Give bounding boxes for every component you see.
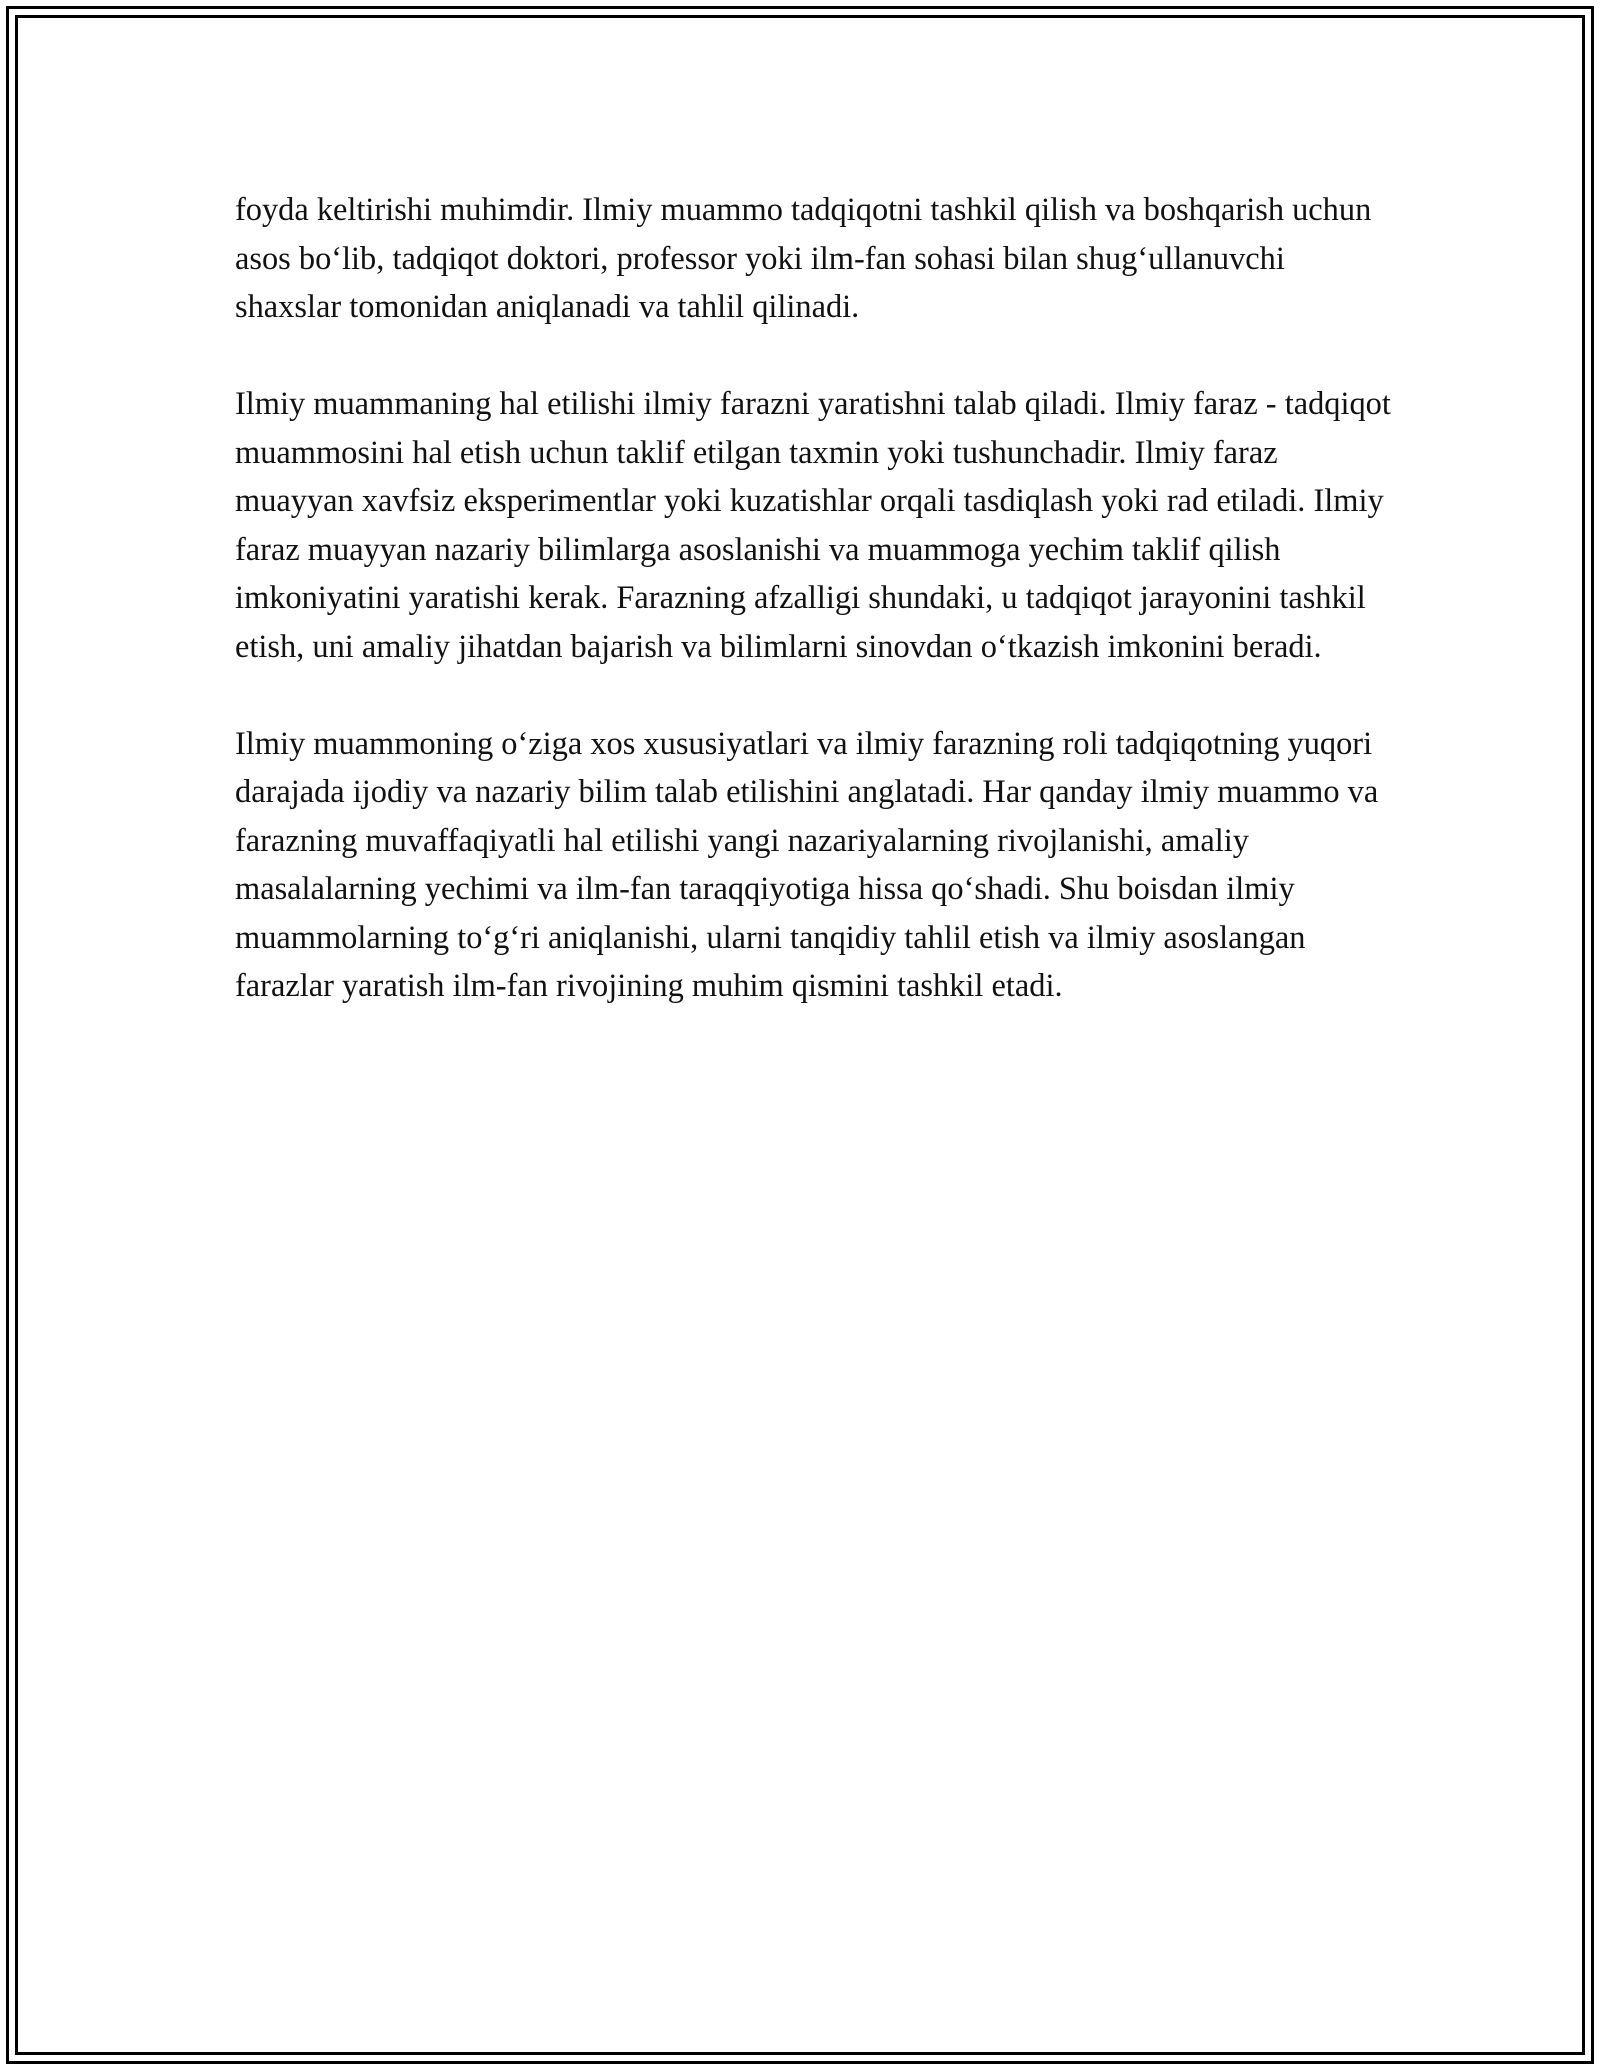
paragraph-1: foyda keltirishi muhimdir. Ilmiy muammo tadqiqotni tashkil qilish va boshqarish uchun asos bo‘lib, tadqiqot doktori, professor yoki ilm-fan sohasi bilan shug‘ullanuvchi shaxslar tomonidan aniqlanadi va tahlil qilinadi. (235, 192, 1372, 325)
paragraph-2: Ilmiy muammaning hal etilishi ilmiy farazni yaratishni talab qiladi. Ilmiy faraz - tadqiqot muammosini hal etish uchun taklif etilgan taxmin yoki tushunchadir. Ilmiy faraz muayyan xavfsiz eksperimentlar yoki kuzatishlar orqali tasdiqlash yoki rad etiladi. Ilmiy faraz muayyan nazariy bilimlarga asoslanishi va muammoga yechim taklif qilish imkoniyatini yaratishi kerak. Farazning afzalligi shundaki, u tadqiqot jarayonini tashkil etish, uni amaliy jihatdan bajarish va bilimlarni sinovdan o‘tkazish imkonini beradi. (235, 386, 1391, 665)
paragraph-3: Ilmiy muammoning o‘ziga xos xususiyatlari va ilmiy farazning roli tadqiqotning yuqori darajada ijodiy va nazariy bilim talab etilishini anglatadi. Har qanday ilmiy muammo va farazning muvaffaqiyatli hal etilishi yangi nazariyalarning rivojlanishi, amaliy masalalarning yechimi va ilm-fan taraqqiyotiga hissa qo‘shadi. Shu boisdan ilmiy muammolarning to‘g‘ri aniqlanishi, ularni tanqidiy tahlil etish va ilmiy asoslangan farazlar yaratish ilm-fan rivojining muhim qismini tashkil etadi. (235, 725, 1379, 1004)
document-body (235, 186, 1395, 1059)
